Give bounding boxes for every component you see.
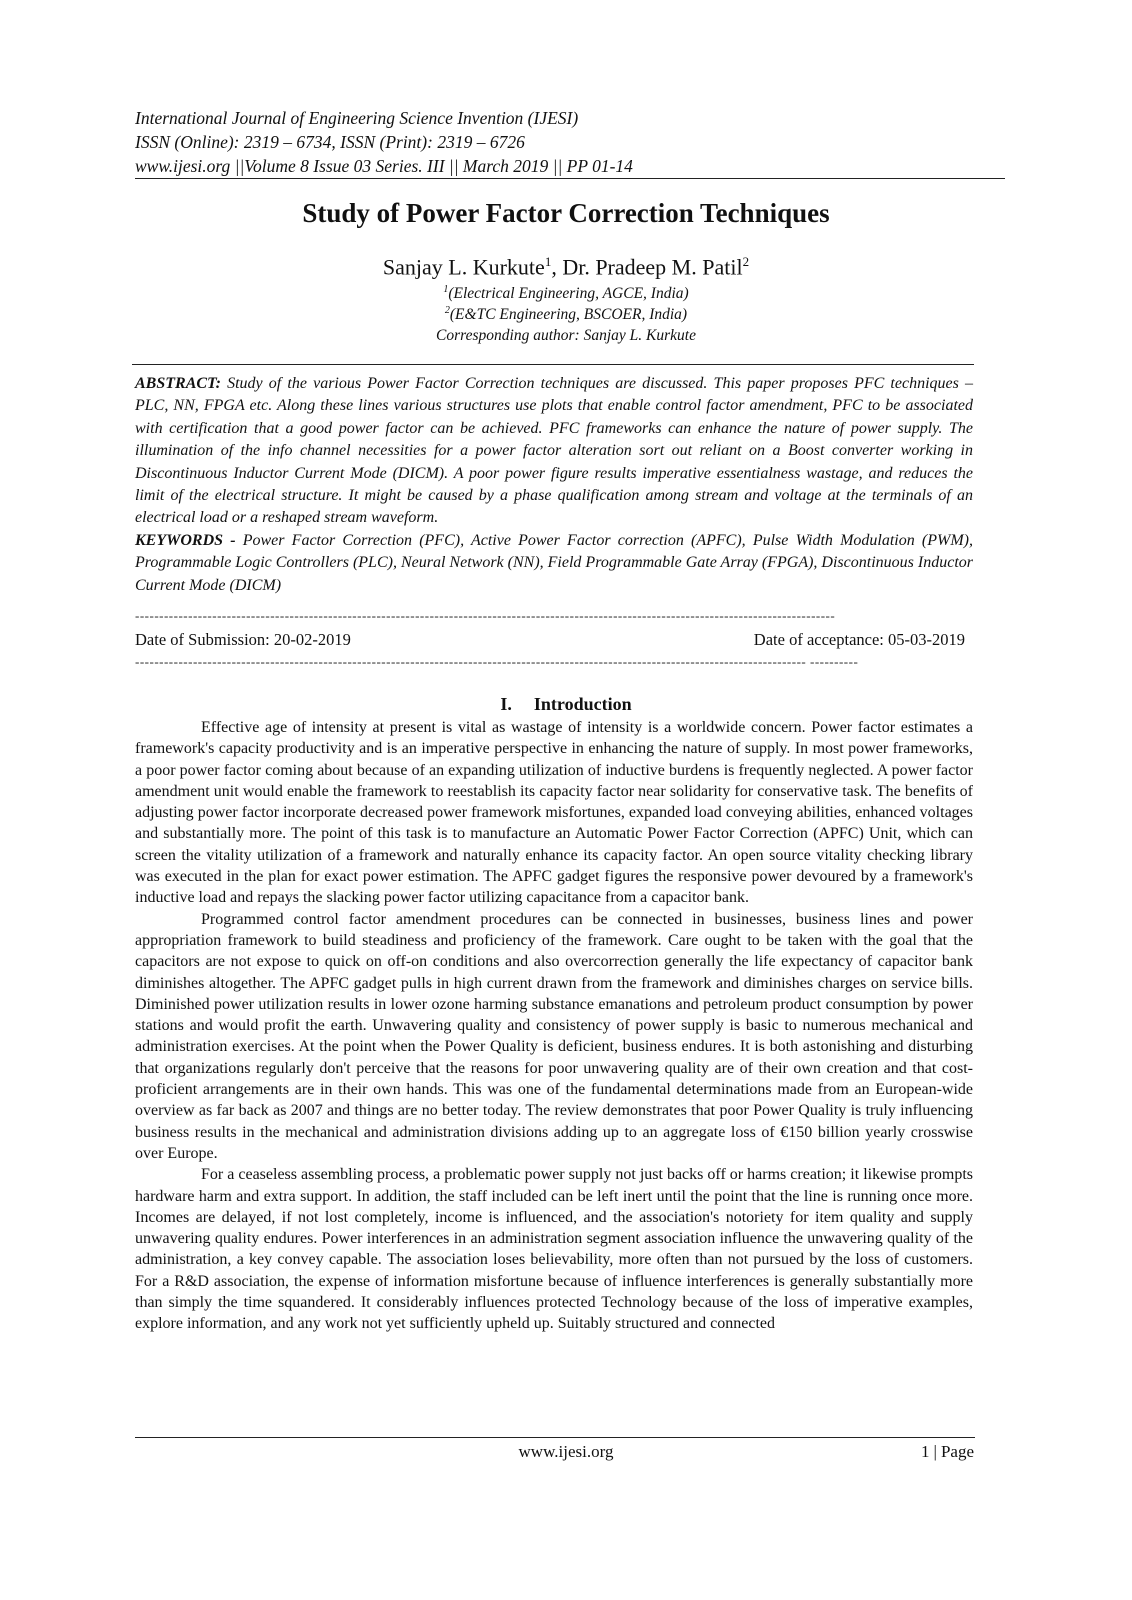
page-number: 1 (921, 1442, 930, 1461)
journal-header (135, 106, 1005, 178)
page-separator: | (933, 1442, 937, 1461)
keywords-label: KEYWORDS - (135, 531, 236, 549)
page-label: Page (940, 1442, 974, 1461)
paper-title: Study of Power Factor Correction Techniques (302, 198, 830, 228)
affiliation-text: (E&TC Engineering, BSCOER, India) (449, 306, 688, 324)
submission-date: Date of Submission: 20-02-2019 (135, 630, 351, 649)
keywords-text: Power Factor Correction (PFC), Active Power Factor correction (APFC), Pulse Width Modulation (PWM), Programmable Logic Controllers (PLC), Neural Network (NN), Field Programmable Gate Array (FPGA), Discontinuous Inductor Current Mode (DICM) (135, 531, 974, 594)
footer-page-number (921, 1442, 974, 1462)
journal-volume: www.ijesi.org ||Volume 8 Issue 03 Series. III || March 2019 || PP 01-14 (135, 156, 633, 176)
footer-rule (135, 1437, 975, 1438)
abstract-paragraph (135, 373, 973, 530)
dates-row (135, 630, 965, 650)
body-paragraph: For a ceaseless assembling process, a problematic power supply not just backs off or harms creation; it likewise prompts hardware harm and extra support. In addition, the staff included can be left inert until the point that the line is running once more. Incomes are delayed, if not lost completely, income is influenced, and the association's notoriety for item quality and supply unwavering quality endures. Power interferences in an administration segment association influence the unwavering quality of the administration, a key convey capable. The association loses believability, more often than not pursued by the loss of customers. For a R&D association, the expense of information misfortune because of influence interferences is generally substantially more than simply the time squandered. It considerably influences protected Technology because of the loss of imperative examples, explore information, and any work not yet sufficiently upheld up. Suitably structured and connected (135, 1166, 973, 1333)
footer-website: www.ijesi.org (518, 1442, 614, 1461)
header-rule (135, 178, 1005, 179)
author-superscript: 1 (544, 254, 552, 269)
section-heading (0, 694, 1132, 715)
dash-separator-top: ------------------------------------------------------------------------------------------------------------------------------------------------- (135, 608, 836, 623)
dash-separator-bottom: ------------------------------------------------------------------------------------------------------------------------------------------- ---------- (135, 654, 859, 669)
section-title: Introduction (533, 694, 632, 714)
affiliation-1 (0, 284, 1132, 303)
body-text (135, 717, 973, 1335)
abstract-label: ABSTRACT: (135, 375, 221, 392)
author-line (0, 254, 1132, 280)
section-number: I. (500, 694, 512, 714)
abstract (135, 373, 973, 597)
body-paragraph: Effective age of intensity at present is vital as wastage of intensity is a worldwide concern. Power factor estimates a framework's capacity productivity and is an imperative perspective in enhancing the nature of supply. In most power frameworks, a poor power factor coming about because of an expanding utilization of inductive burdens is frequently neglected. A power factor amendment unit would enable the framework to reestablish its capacity factor near solidarity for conservative task. The benefits of adjusting power factor incorporate decreased power framework misfortunes, expanded load conveying abilities, enhanced voltages and substantially more. The point of this task is to manufacture an Automatic Power Factor Correction (APFC) Unit, which can screen the vitality utilization of a framework and naturally enhance its capacity factor. An open source vitality checking library was executed in the plan for exact power estimation. The APFC gadget figures the responsive power devoured by a framework's inductive load and repays the slacking power factor utilizing capacitance from a capacitor bank. (135, 719, 973, 907)
journal-issn: ISSN (Online): 2319 – 6734, ISSN (Print): 2319 – 6726 (135, 132, 525, 152)
affiliation-2 (0, 305, 1132, 324)
keywords-paragraph (135, 530, 973, 597)
body-paragraph: Programmed control factor amendment procedures can be connected in businesses, business lines and power appropriation framework to build steadiness and proficiency of the framework. Care ought to be taken with the goal that the capacitors are not expose to quick on off-on conditions and also overcorrection generally the life expectancy of capacitor bank diminishes altogether. The APFC gadget pulls in high current drawn from the framework and diminishes charges on service bills. Diminished power utilization results in lower ozone harming substance emanations and petroleum product consumption by power stations and would profit the earth. Unwavering quality and consistency of power supply is basic to numerous mechanical and administration exercises. At the point when the Power Quality is deficient, business endures. It is both astonishing and disturbing that organizations regularly don't perceive that the reasons for poor unwavering quality are of their own creation and that cost-proficient arrangements are in their own hands. This was one of the fundamental determinations made from an European-wide overview as far back as 2007 and things are no better today. The review demonstrates that poor Power Quality is truly influencing business results in the mechanical and administration divisions adding up to an aggregate loss of €150 billion yearly crosswise over Europe. (135, 910, 973, 1162)
acceptance-date: Date of acceptance: 05-03-2019 (753, 630, 965, 649)
corresponding-author: Corresponding author: Sanjay L. Kurkute (436, 327, 696, 344)
author-name: Dr. Pradeep M. Patil (562, 254, 743, 280)
abstract-text: Study of the various Power Factor Correction techniques are discussed. This paper proposes PFC techniques – PLC, NN, FPGA etc. Along these lines various structures use plots that enable control factor amendment, PFC to be associated with certification that a good power factor can be achieved. PFC frameworks can enhance the nature of power supply. The illumination of the info channel necessities for a power factor alteration sort out reliant on a Boost converter working in Discontinuous Inductor Current Mode (DICM). A poor power figure results imperative essentialness wastage, and reduces the limit of the electrical structure. It might be caused by a phase qualification among stream and voltage at the terminals of an electrical load or a reshaped stream waveform. (135, 375, 974, 527)
affiliation-superscript: 2 (444, 305, 450, 316)
journal-name: International Journal of Engineering Science Invention (IJESI) (135, 108, 579, 128)
author-name: Sanjay L. Kurkute (382, 254, 545, 280)
author-separator: , (551, 254, 563, 280)
affiliation-text: (Electrical Engineering, AGCE, India) (448, 285, 689, 303)
affiliation-superscript: 1 (443, 284, 449, 295)
author-superscript: 2 (742, 254, 750, 269)
